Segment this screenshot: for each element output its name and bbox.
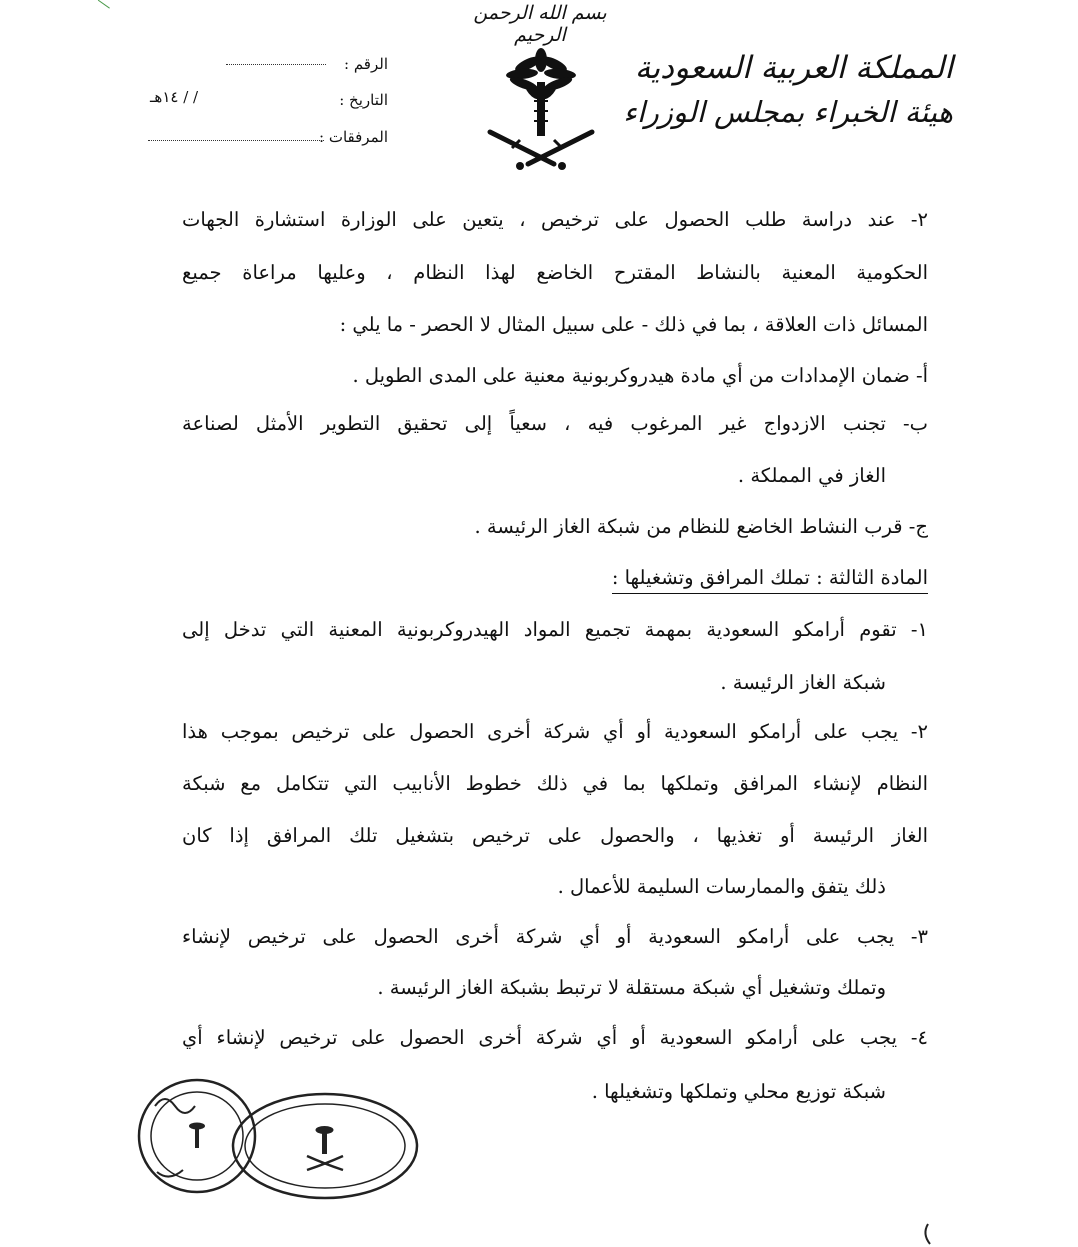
body-line-6: الغاز في المملكة . [737,464,886,487]
date-field [339,91,388,109]
body-line-12: النظام لإنشاء المرافق وتملكها بما في ذلك خطوط الأنابيب التي تتكامل مع شبكة [182,772,928,795]
body-line-3: المسائل ذات العلاقة ، بما في ذلك - على سبيل المثال لا الحصر - ما يلي : [339,313,928,336]
official-seal-stamps [135,1076,425,1216]
body-line-2: الحكومية المعنية بالنشاط المقترح الخاضع لهذا النظام ، وعليها مراعاة جميع [182,261,928,284]
saudi-emblem-icon [482,44,600,172]
body-line-11: ٢- يجب على أرامكو السعودية أو أي شركة أخرى الحصول على ترخيص بموجب هذا [182,720,928,743]
scan-corner-mark [98,0,112,9]
body-line-5: ب- تجنب الازدواج غير المرغوب فيه ، سعياً إلى تحقيق التطوير الأمثل لصناعة [182,412,928,435]
attachments-dotted-line [148,140,324,141]
article-heading-text: المادة الثالثة : تملك المرافق وتشغيلها : [612,566,928,594]
body-line-16: وتملك وتشغيل أي شبكة مستقلة لا ترتبط بشبكة الغاز الرئيسة . [377,976,886,999]
body-line-10: شبكة الغاز الرئيسة . [720,671,886,694]
number-field [344,55,388,73]
body-line-1: ٢- عند دراسة طلب الحصول على ترخيص ، يتعين على الوزارة استشارة الجهات [182,208,928,231]
body-line-13: الغاز الرئيسة أو تغذيها ، والحصول على ترخيص بتشغيل تلك المرافق إذا كان [182,824,928,847]
article-heading [612,566,928,589]
org-name-line1: المملكة العربية السعودية [634,50,953,86]
body-line-17: ٤- يجب على أرامكو السعودية أو أي شركة أخرى الحصول على ترخيص لإنشاء أي [182,1026,928,1049]
body-line-4: أ- ضمان الإمدادات من أي مادة هيدروكربونية معنية على المدى الطويل . [352,364,928,387]
body-line-14: ذلك يتفق والممارسات السليمة للأعمال . [557,875,886,898]
page-edge-mark [918,1222,938,1246]
body-line-18: شبكة توزيع محلي وتملكها وتشغيلها . [591,1080,886,1103]
org-name-line2: هيئة الخبراء بمجلس الوزراء [623,95,953,129]
attachments-field [319,128,388,146]
number-dotted-line [226,64,326,65]
basmala: بسم الله الرحمن الرحيم [473,2,607,46]
attachments-label: المرفقات : [319,128,388,146]
body-line-7: ج- قرب النشاط الخاضع للنظام من شبكة الغاز الرئيسة . [474,515,928,538]
date-value: / / ١٤هـ [150,88,199,106]
body-line-15: ٣- يجب على أرامكو السعودية أو أي شركة أخرى الحصول على ترخيص لإنشاء [182,925,928,948]
number-label: الرقم : [344,55,388,73]
body-line-9: ١- تقوم أرامكو السعودية بمهمة تجميع المواد الهيدروكربونية المعنية التي تدخل إلى [182,618,928,641]
date-label: التاريخ : [339,91,388,109]
